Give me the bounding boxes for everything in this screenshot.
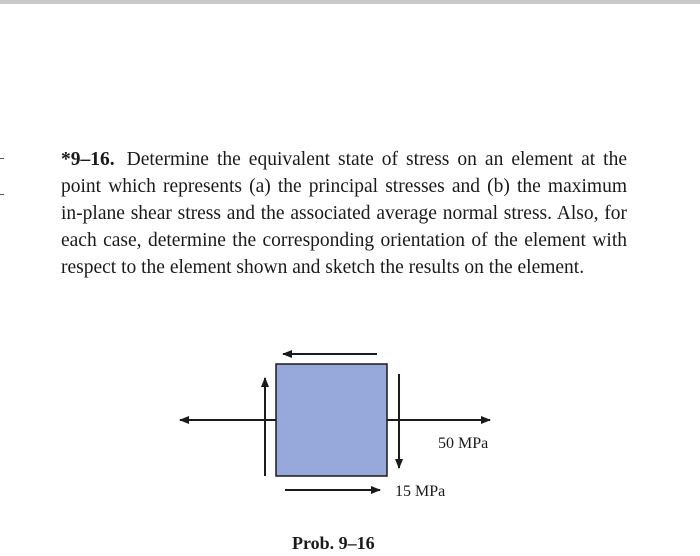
figure-caption: Prob. 9–16 bbox=[292, 533, 375, 553]
problem-text: Determine the equivalent state of stress on an element at the point which represents (a) the principal stresses and (b) the maximum in-plane shear stress and the associated average normal stress. Also, for each case, determine the corresponding orientation of the element with respect to the element shown and sketch the results on the element. bbox=[61, 149, 628, 278]
problem-number: *9–16. bbox=[61, 149, 115, 170]
stress-element bbox=[276, 364, 387, 476]
normal-stress-label: 50 MPa bbox=[438, 435, 489, 452]
shear-stress-label: 15 MPa bbox=[395, 483, 446, 500]
